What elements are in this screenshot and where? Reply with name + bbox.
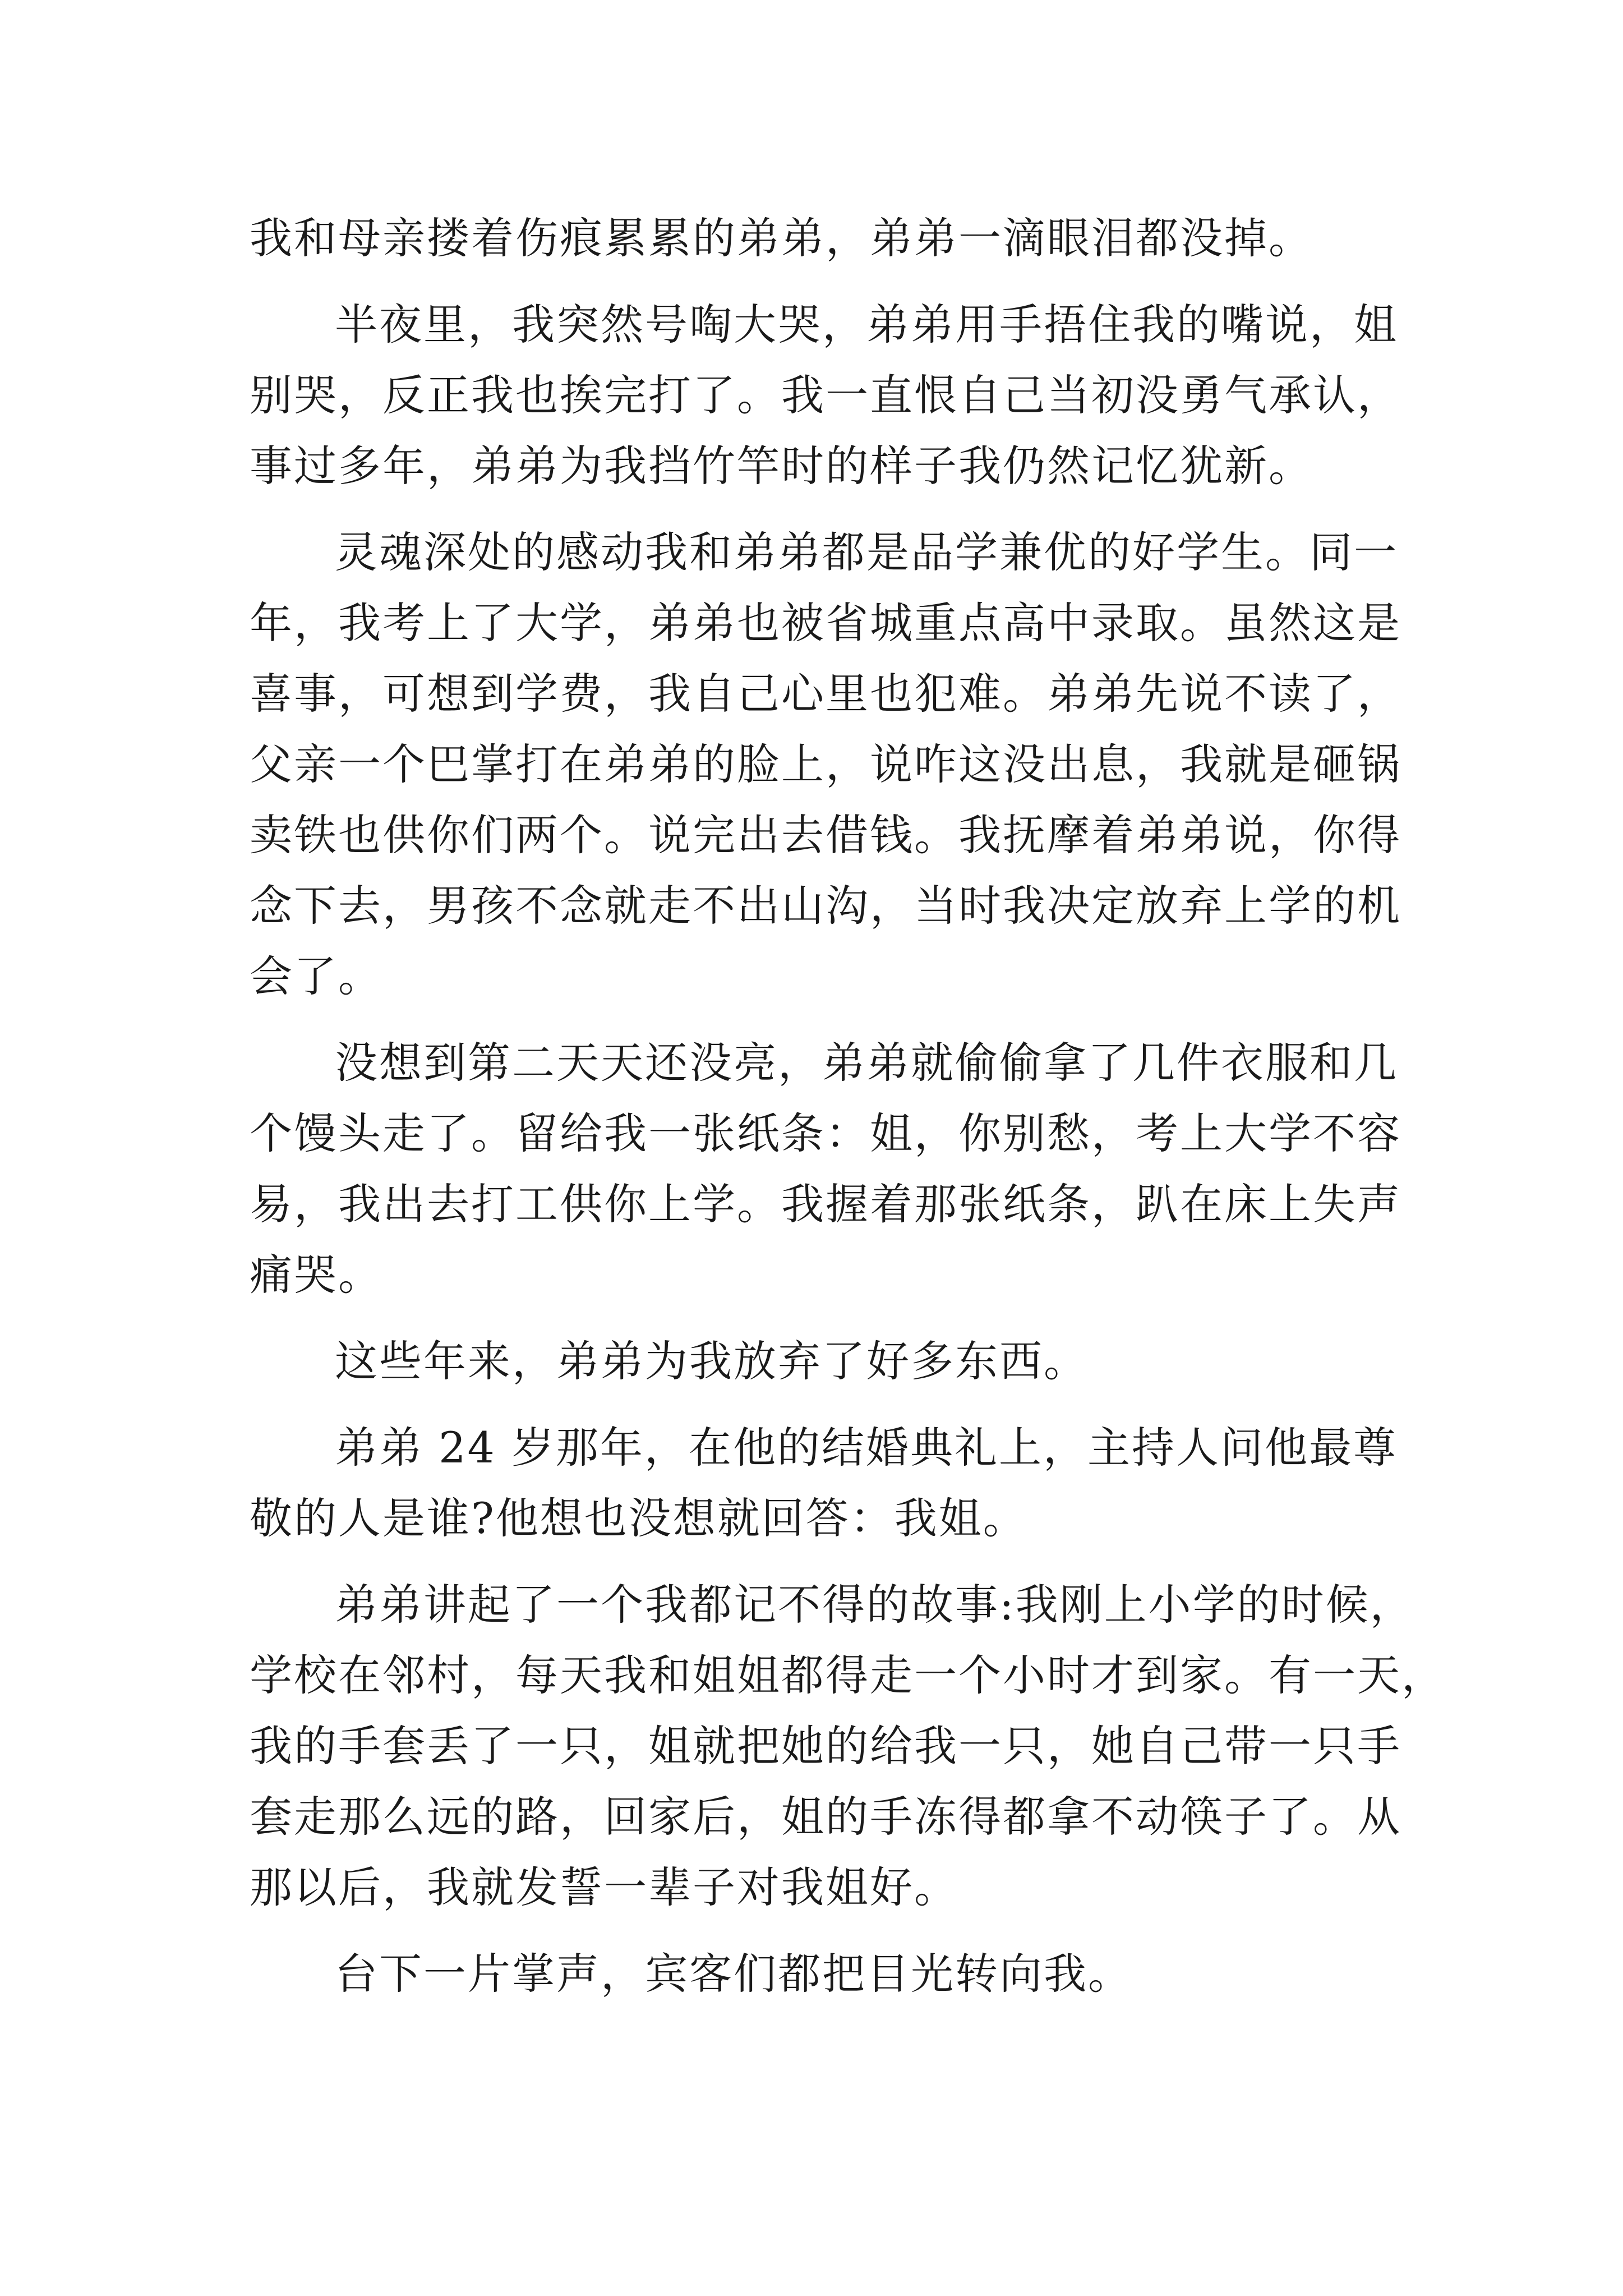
paragraph-7: [250, 1570, 1446, 1923]
text-line: 年，我考上了大学，弟弟也被省城重点高中录取。虽然这是: [250, 598, 1401, 648]
text-line: 事过多年，弟弟为我挡竹竿时的样子我仍然记忆犹新。: [250, 441, 1313, 491]
text-line: 敬的人是谁?他想也没想就回答：我姐。: [250, 1493, 1027, 1543]
paragraph-1: [250, 203, 1394, 274]
text-line: 卖铁也供你们两个。说完出去借钱。我抚摩着弟弟说，你得: [250, 810, 1401, 860]
paragraph-8: [250, 1939, 1394, 2009]
text-line: 痛哭。: [250, 1250, 382, 1300]
text-line: 会了。: [250, 951, 382, 1001]
text-line: 我和母亲搂着伤痕累累的弟弟，弟弟一滴眼泪都没掉。: [250, 213, 1313, 263]
text-line: 没想到第二天天还没亮，弟弟就偷偷拿了几件衣服和几: [335, 1038, 1398, 1088]
text-line: 那以后，我就发誓一辈子对我姐好。: [250, 1862, 958, 1912]
text-line: 台下一片掌声，宾客们都把目光转向我。: [335, 1949, 1132, 1999]
paragraph-6: [250, 1412, 1398, 1554]
text-line: 套走那么远的路，回家后，姐的手冻得都拿不动筷子了。从: [250, 1792, 1401, 1842]
paragraph-5: [250, 1326, 1394, 1397]
text-line: 个馒头走了。留给我一张纸条：姐，你别愁，考上大学不容: [250, 1108, 1401, 1158]
text-line: 念下去，男孩不念就走不出山沟，当时我决定放弃上学的机: [250, 881, 1401, 931]
body-text: [250, 203, 1446, 2025]
text-line: 易，我出去打工供你上学。我握着那张纸条，趴在床上失声: [250, 1179, 1401, 1229]
text-line: 学校在邻村，每天我和姐姐都得走一个小时才到家。有一天，: [250, 1650, 1446, 1700]
text-line: 这些年来，弟弟为我放弃了好多东西。: [335, 1336, 1088, 1386]
text-line: 别哭，反正我也挨完打了。我一直恨自己当初没勇气承认，: [250, 370, 1401, 420]
paragraph-3: [250, 517, 1401, 1012]
paragraph-4: [250, 1028, 1401, 1310]
text-line: 半夜里，我突然号啕大哭，弟弟用手捂住我的嘴说，姐: [335, 300, 1398, 349]
text-line: 父亲一个巴掌打在弟弟的脸上，说咋这没出息，我就是砸锅: [250, 739, 1401, 789]
text-line: 喜事，可想到学费，我自己心里也犯难。弟弟先说不读了，: [250, 669, 1401, 719]
paragraph-2: [250, 289, 1401, 501]
text-line: 弟弟 24 岁那年，在他的结婚典礼上，主持人问他最尊: [335, 1423, 1398, 1473]
text-line: 弟弟讲起了一个我都记不得的故事:我刚上小学的时候，: [335, 1580, 1414, 1630]
text-line: 灵魂深处的感动我和弟弟都是品学兼优的好学生。同一: [335, 527, 1398, 577]
text-line: 我的手套丢了一只，姐就把她的给我一只，她自己带一只手: [250, 1721, 1401, 1771]
